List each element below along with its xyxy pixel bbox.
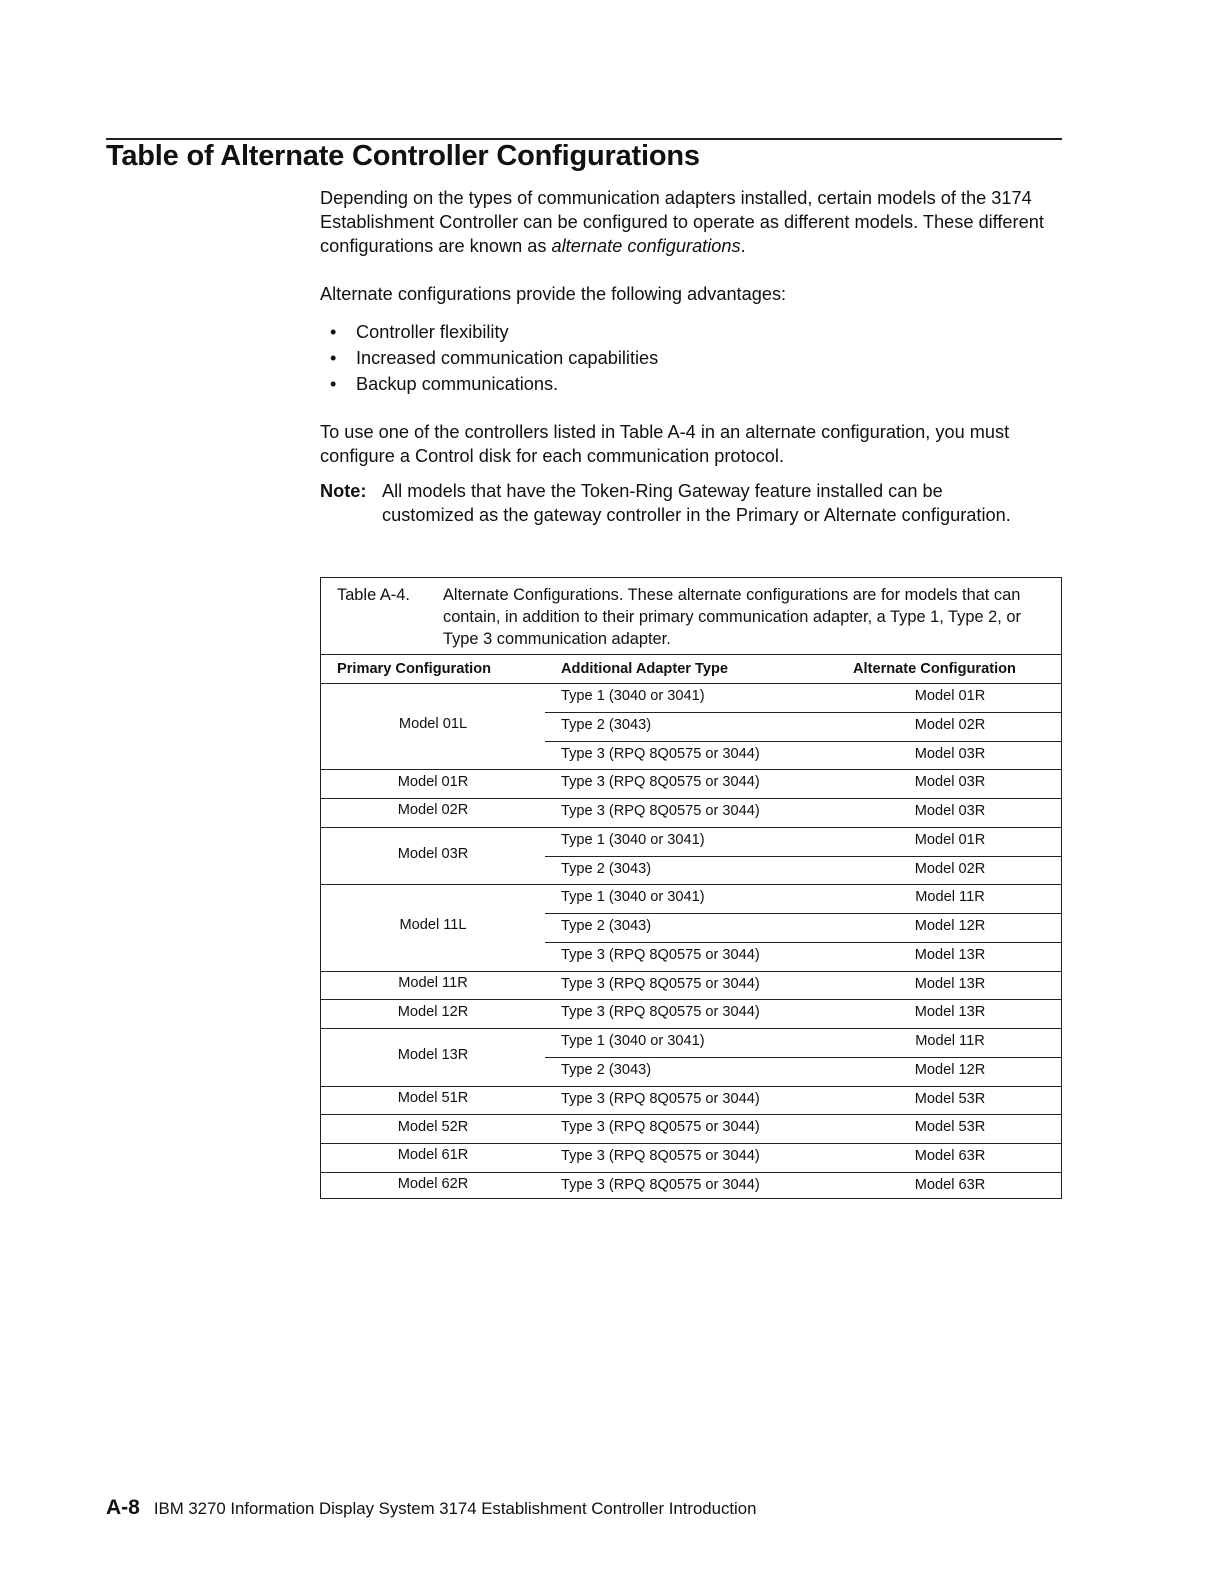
alternate-configurations-table: [320, 577, 1062, 1199]
list-item: [330, 371, 658, 397]
group-divider: [321, 999, 1061, 1000]
bullet-icon: •: [330, 348, 337, 368]
alternate-configuration-cell: Model 63R: [914, 1176, 986, 1193]
alternate-configuration-cell: Model 11R: [915, 1033, 985, 1049]
primary-configuration-cell: Model 62R: [397, 1176, 469, 1193]
row-divider: [545, 942, 1061, 943]
group-divider: [321, 971, 1061, 972]
adapter-type-cell: Type 2 (3043): [561, 1061, 652, 1078]
adapter-type-cell: Type 3 (RPQ 8Q0575 or 3044): [561, 946, 760, 963]
intro-paragraph-3: To use one of the controllers listed in Table A-4 in an alternate configuration, you must configure a Control disk for each communication protocol.: [320, 422, 1010, 466]
adapter-type-cell: Type 3 (RPQ 8Q0575 or 3044): [561, 774, 760, 791]
group-divider: [321, 769, 1061, 770]
group-divider: [321, 827, 1061, 828]
adapter-type-cell: Type 3 (RPQ 8Q0575 or 3044): [561, 975, 760, 992]
group-divider: [321, 884, 1061, 885]
adapter-type-cell: Type 1 (3040 or 3041): [561, 688, 705, 704]
bullet-icon: •: [330, 322, 337, 342]
table-header-bottom-rule: [321, 683, 1061, 684]
adapter-type-cell: Type 3 (RPQ 8Q0575 or 3044): [561, 1119, 760, 1136]
primary-configuration-cell: Model 61R: [397, 1147, 469, 1164]
advantages-list: [330, 319, 658, 397]
adapter-type-cell: Type 1 (3040 or 3041): [561, 1033, 705, 1049]
row-divider: [545, 712, 1061, 713]
row-divider: [545, 1057, 1061, 1058]
primary-configuration-cell: Model 11R: [398, 974, 468, 991]
primary-configuration-cell: Model 12R: [397, 1003, 469, 1020]
primary-configuration-cell: Model 52R: [397, 1118, 469, 1135]
alternate-configuration-cell: Model 11R: [915, 889, 985, 906]
adapter-type-cell: Type 3 (RPQ 8Q0575 or 3044): [561, 745, 760, 762]
adapter-type-cell: Type 2 (3043): [561, 716, 652, 733]
alternate-configuration-cell: Model 01R: [914, 831, 986, 848]
group-divider: [321, 1114, 1061, 1115]
table-caption-text: Alternate Configurations. These alternate configurations are for models that can contain, in addition to their primary communication adapter, a Type 1, Type 2, or Type 3 communication adapter.: [443, 586, 1021, 648]
list-item-text: Controller flexibility: [356, 322, 509, 342]
alternate-configuration-cell: Model 02R: [914, 860, 986, 877]
group-divider: [321, 1143, 1061, 1144]
table-header-top-rule: [321, 654, 1061, 655]
intro-p1-term: alternate configurations: [551, 236, 741, 256]
primary-configuration-cell: Model 13R: [397, 1046, 469, 1063]
alternate-configuration-cell: Model 53R: [914, 1090, 986, 1107]
alternate-configuration-cell: Model 63R: [914, 1148, 986, 1164]
primary-configuration-cell: Model 51R: [397, 1089, 469, 1106]
alternate-configuration-cell: Model 13R: [914, 975, 986, 992]
note-label: Note:: [320, 481, 367, 501]
intro-p1-end: .: [740, 236, 746, 256]
adapter-type-cell: Type 3 (RPQ 8Q0575 or 3044): [561, 803, 760, 819]
bullet-icon: •: [330, 374, 337, 394]
adapter-type-cell: Type 1 (3040 or 3041): [561, 889, 705, 906]
primary-configuration-cell: Model 02R: [397, 802, 469, 819]
adapter-type-cell: Type 3 (RPQ 8Q0575 or 3044): [561, 1090, 760, 1107]
primary-configuration-cell: Model 01L: [398, 716, 468, 733]
alternate-configuration-cell: Model 53R: [914, 1119, 986, 1136]
primary-configuration-cell: Model 11L: [399, 917, 467, 934]
section-title: Table of Alternate Controller Configurations: [106, 140, 700, 172]
column-header-adapter: Additional Adapter Type: [561, 661, 729, 677]
primary-configuration-cell: Model 01R: [397, 773, 469, 790]
list-item: [330, 319, 658, 345]
group-divider: [321, 1086, 1061, 1087]
adapter-type-cell: Type 1 (3040 or 3041): [561, 831, 705, 848]
intro-p1-text: Depending on the types of communication adapters installed, certain models of the 3174 Establishment Controller can be configured to operate as different models. These different configurations are known as: [320, 188, 1044, 256]
alternate-configuration-cell: Model 03R: [914, 774, 986, 791]
adapter-type-cell: Type 2 (3043): [561, 860, 652, 877]
group-divider: [321, 1172, 1061, 1173]
intro-paragraph-2: Alternate configurations provide the following advantages:: [320, 284, 787, 304]
group-divider: [321, 1028, 1061, 1029]
list-item-text: Increased communication capabilities: [356, 348, 659, 368]
table-caption-label: Table A-4.: [337, 586, 410, 604]
alternate-configuration-cell: Model 01R: [914, 688, 986, 704]
note-text: All models that have the Token-Ring Gateway feature installed can be customized as the gateway controller in the Primary or Alternate configuration.: [382, 481, 1011, 525]
adapter-type-cell: Type 3 (RPQ 8Q0575 or 3044): [561, 1148, 760, 1164]
list-item: [330, 345, 658, 371]
column-header-primary: Primary Configuration: [337, 661, 492, 677]
primary-configuration-cell: Model 03R: [397, 845, 469, 862]
row-divider: [545, 856, 1061, 857]
row-divider: [545, 913, 1061, 914]
alternate-configuration-cell: Model 03R: [914, 803, 986, 819]
group-divider: [321, 798, 1061, 799]
alternate-configuration-cell: Model 13R: [914, 946, 986, 963]
alternate-configuration-cell: Model 13R: [914, 1004, 986, 1021]
alternate-configuration-cell: Model 12R: [914, 1061, 986, 1078]
column-header-alternate: Alternate Configuration: [853, 661, 1016, 677]
page-footer: [106, 1496, 756, 1520]
adapter-type-cell: Type 3 (RPQ 8Q0575 or 3044): [561, 1176, 760, 1193]
row-divider: [545, 741, 1061, 742]
alternate-configuration-cell: Model 02R: [914, 716, 986, 733]
alternate-configuration-cell: Model 03R: [914, 745, 986, 762]
adapter-type-cell: Type 2 (3043): [561, 918, 652, 934]
alternate-configuration-cell: Model 12R: [914, 918, 986, 934]
page-number: A-8: [106, 1496, 140, 1519]
intro-paragraph-1: [320, 186, 1065, 258]
adapter-type-cell: Type 3 (RPQ 8Q0575 or 3044): [561, 1004, 760, 1021]
list-item-text: Backup communications.: [356, 374, 559, 394]
book-title: IBM 3270 Information Display System 3174 Establishment Controller Introduction: [153, 1499, 757, 1518]
